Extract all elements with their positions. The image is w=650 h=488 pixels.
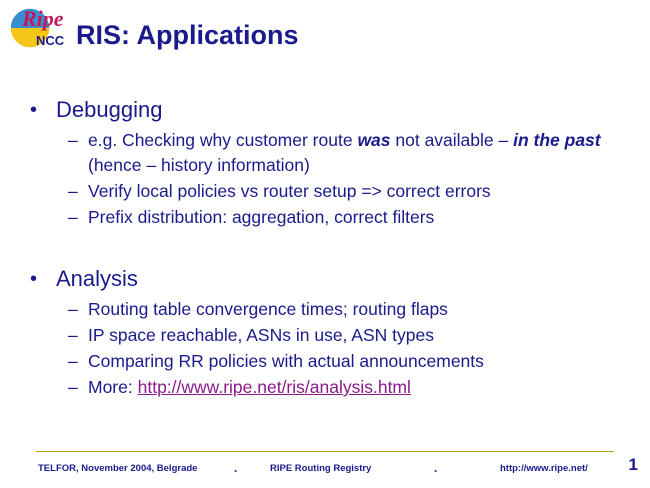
sub-text-pre: More: xyxy=(88,377,138,397)
bullet-level1-label: Analysis xyxy=(56,266,138,291)
bullet-level2-label: Comparing RR policies with actual announcements xyxy=(88,351,484,371)
footer-url-text: http://www.ripe.net/ xyxy=(500,463,588,474)
sub-text-pre: e.g. Checking why customer route xyxy=(88,130,358,150)
footer-left-text: TELFOR, November 2004, Belgrade xyxy=(38,463,198,474)
dash-icon: – xyxy=(68,325,78,345)
bullet-level2-label: IP space reachable, ASNs in use, ASN types xyxy=(88,325,434,345)
dash-icon: – xyxy=(68,377,78,397)
bullet-level2-label xyxy=(88,128,630,178)
bullet-level2-label xyxy=(88,375,411,400)
bullet-level2-group xyxy=(30,128,630,230)
footer-separator-2: . xyxy=(434,461,438,475)
sub-text-emphasis2: in the past xyxy=(513,130,601,150)
page-number: 1 xyxy=(628,455,638,474)
dash-icon: – xyxy=(68,207,78,227)
spacer xyxy=(30,231,630,265)
svg-text:NCC: NCC xyxy=(36,33,65,48)
dash-icon: – xyxy=(68,351,78,371)
bullet-dot-icon: • xyxy=(30,99,38,121)
dash-icon: – xyxy=(68,181,78,201)
bullet-level1-label: Debugging xyxy=(56,97,163,122)
sub-text-emphasis: was xyxy=(357,130,391,150)
bullet-level2 xyxy=(68,128,630,178)
footer-divider xyxy=(36,451,614,452)
bullet-level1 xyxy=(30,265,630,293)
page-title: RIS: Applications xyxy=(76,20,299,50)
bullet-level2-label: Routing table convergence times; routing flaps xyxy=(88,299,448,319)
footer-middle-text: RIPE Routing Registry xyxy=(270,463,372,474)
sub-text-mid: not available – xyxy=(390,130,514,150)
svg-text:Ripe: Ripe xyxy=(22,6,64,31)
bullet-level2-label: Verify local policies vs router setup => correct errors xyxy=(88,181,491,201)
bullet-level2 xyxy=(68,179,630,204)
bullet-level2-label: Prefix distribution: aggregation, correct filters xyxy=(88,207,435,227)
bullet-level2 xyxy=(68,349,630,374)
footer-separator-1: . xyxy=(234,461,238,475)
bullet-level2 xyxy=(68,205,630,230)
bullet-dot-icon: • xyxy=(30,268,38,290)
bullet-level1 xyxy=(30,96,630,124)
dash-icon: – xyxy=(68,299,78,319)
bullet-level2-group xyxy=(30,297,630,400)
bullet-level2 xyxy=(68,323,630,348)
slide-body xyxy=(30,96,630,401)
bullet-level2 xyxy=(68,375,630,400)
analysis-url-link[interactable]: http://www.ripe.net/ris/analysis.html xyxy=(137,377,411,397)
bullet-level2 xyxy=(68,297,630,322)
sub-text-post: (hence – history information) xyxy=(88,155,310,175)
dash-icon: – xyxy=(68,130,78,150)
footer xyxy=(38,461,618,477)
ripe-ncc-logo-icon xyxy=(6,4,80,54)
